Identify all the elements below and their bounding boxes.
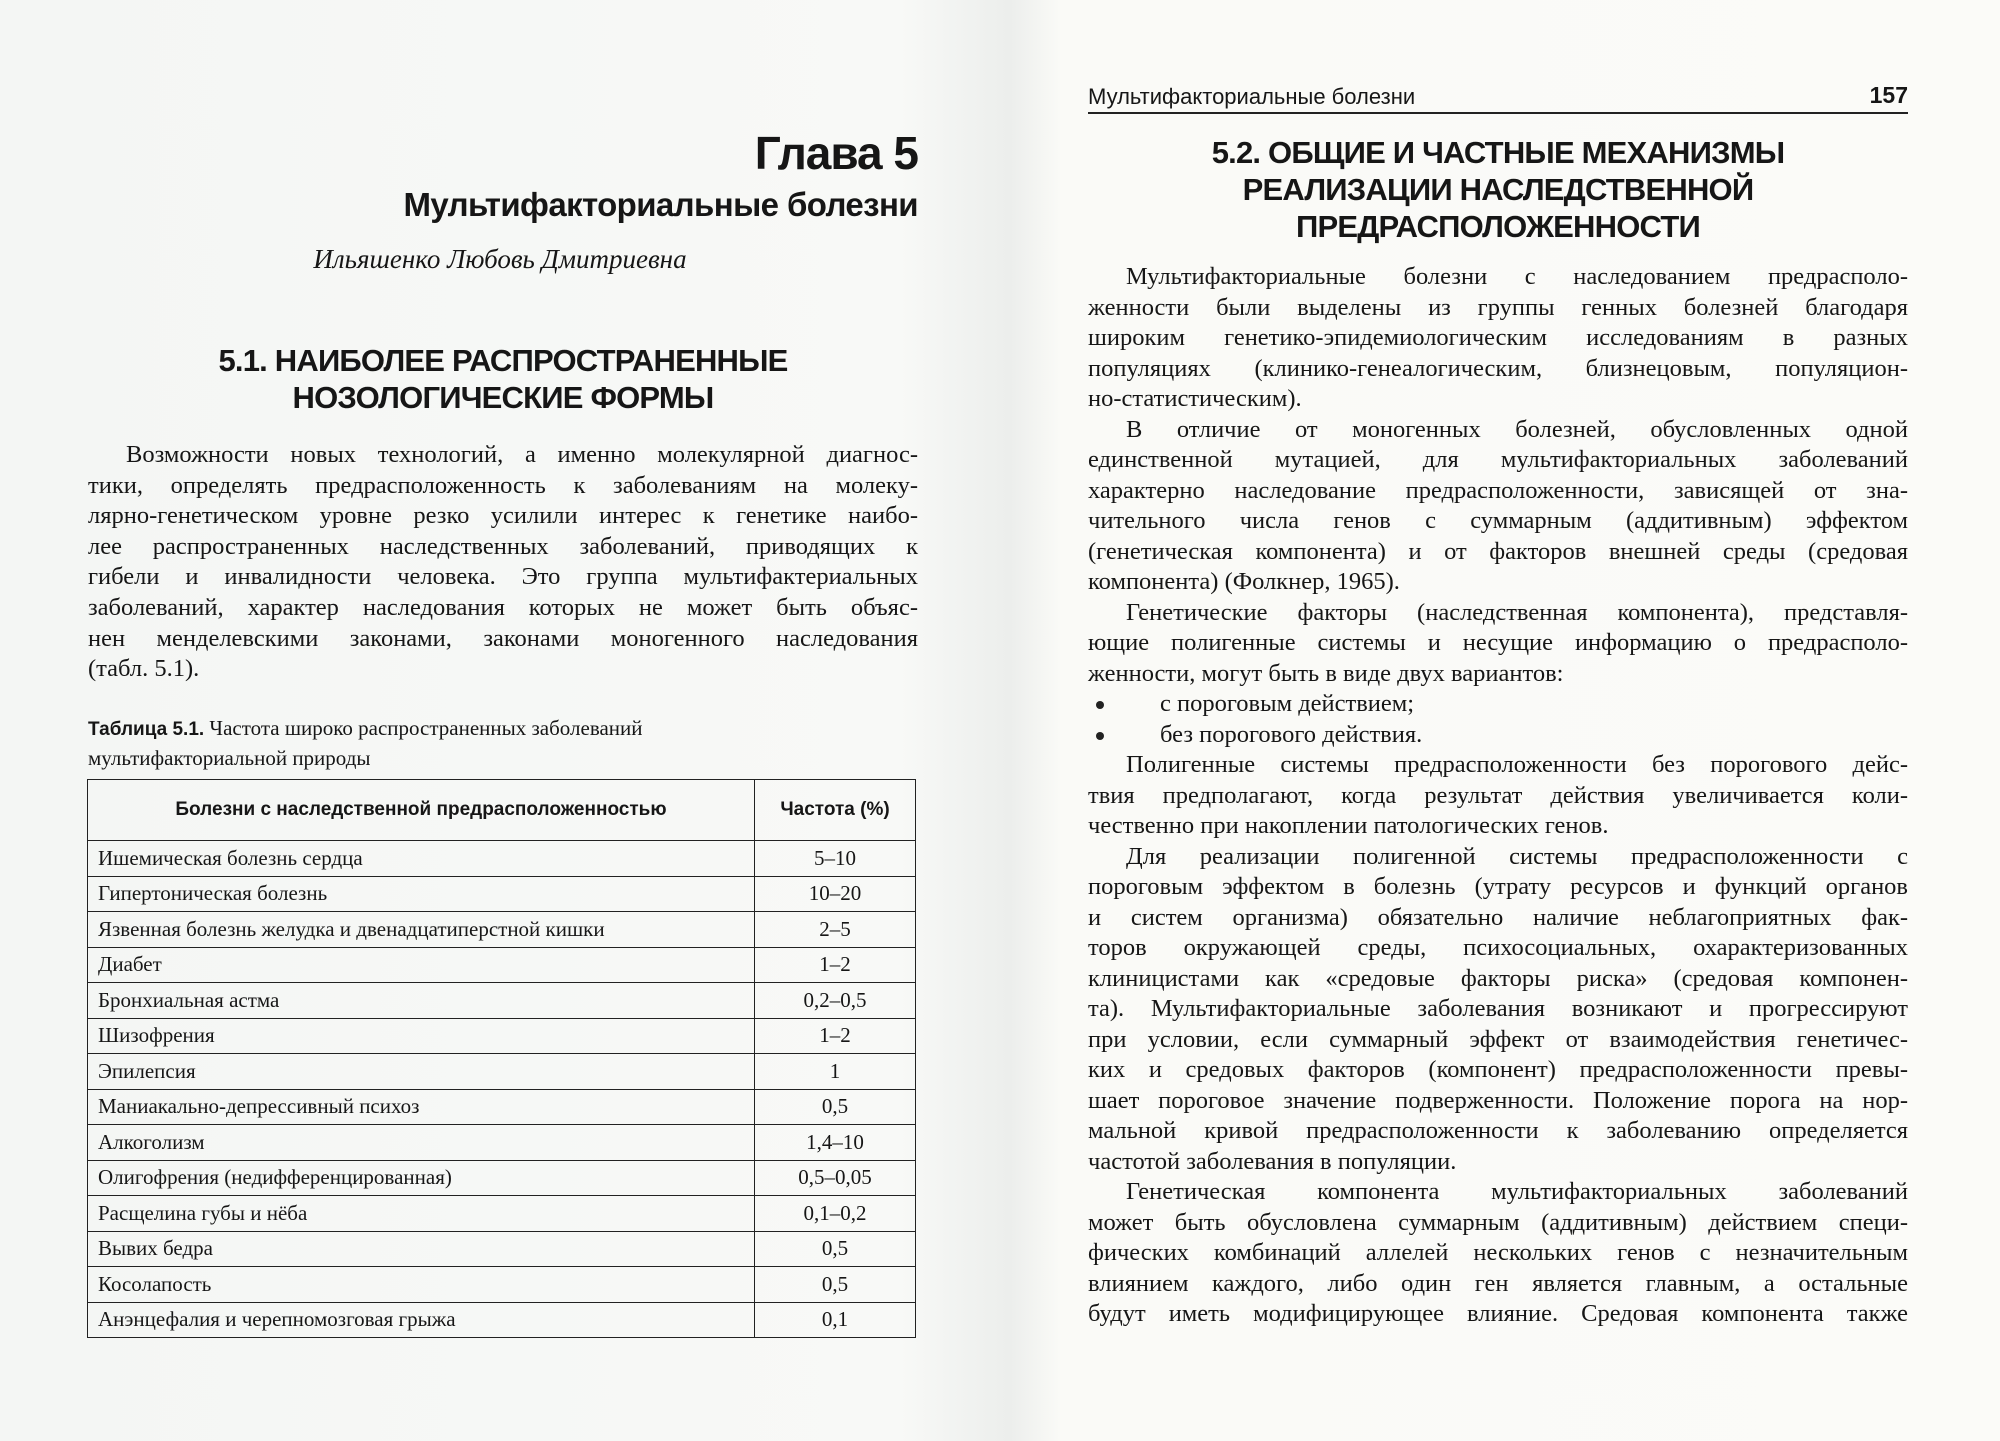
frequency-cell: 0,5–0,05 bbox=[755, 1160, 916, 1196]
text-line: В отличие от моногенных болезней, обусловленных одной bbox=[1126, 415, 1908, 443]
table-row bbox=[88, 1302, 916, 1338]
text-line: (генетическая компонента) и от факторов внешней среды (средовая bbox=[1088, 537, 1908, 565]
text-line: чительного числа генов с суммарным (аддитивным) эффектом bbox=[1088, 507, 1908, 534]
text-line: заболеваний, характер наследования которых не может быть объяс- bbox=[88, 594, 918, 621]
frequency-cell: 1–2 bbox=[755, 947, 916, 983]
frequency-cell: 5–10 bbox=[755, 841, 916, 877]
disease-name-cell: Бронхиальная астма bbox=[88, 983, 755, 1019]
table-row bbox=[88, 1018, 916, 1054]
text-line: Для реализации полигенной системы предрасположенности с bbox=[1126, 842, 1908, 870]
header-rule bbox=[1088, 112, 1908, 114]
table-row bbox=[88, 1089, 916, 1125]
disease-name-cell: Гипертоническая болезнь bbox=[88, 876, 755, 912]
text-line: ких и средовых факторов (компонент) предрасположенности превы- bbox=[1088, 1056, 1908, 1083]
text-line: и систем организма) обязательно наличие неблагоприятных фак- bbox=[1088, 903, 1908, 931]
disease-name-cell: Олигофрения (недифференцированная) bbox=[88, 1160, 755, 1196]
column-header: Болезни с наследственной предрасположенностью bbox=[88, 780, 755, 841]
table-row bbox=[88, 983, 916, 1019]
text-line: компонента) (Фолкнер, 1965). bbox=[1088, 568, 1400, 595]
text-line: мальной кривой предрасположенности к заболеванию определяется bbox=[1088, 1117, 1908, 1144]
table-row bbox=[88, 1231, 916, 1267]
text-line: с пороговым действием; bbox=[1160, 690, 1415, 717]
text-line: твия предполагают, когда результат действия увеличивается коли- bbox=[1088, 781, 1908, 809]
frequency-cell: 0,5 bbox=[755, 1089, 916, 1125]
text-line: шает пороговое значение подверженности. Положение порога на нор- bbox=[1088, 1086, 1908, 1114]
text-line: без порогового действия. bbox=[1160, 720, 1423, 748]
heading-line: 5.2. ОБЩИЕ И ЧАСТНЫЕ МЕХАНИЗМЫ bbox=[1211, 135, 1785, 170]
table-caption-text: Частота широко распространенных заболеваний bbox=[204, 716, 643, 740]
frequency-cell: 0,1–0,2 bbox=[755, 1196, 916, 1232]
frequency-cell: 0,5 bbox=[755, 1267, 916, 1303]
disease-name-cell: Ишемическая болезнь сердца bbox=[88, 841, 755, 877]
frequency-cell: 1,4–10 bbox=[755, 1125, 916, 1161]
text-line: может быть обусловлена суммарным (аддитивным) действием специ- bbox=[1088, 1208, 1908, 1236]
table-caption bbox=[88, 714, 643, 772]
table-row bbox=[88, 1054, 916, 1090]
disease-name-cell: Расщелина губы и нёба bbox=[88, 1196, 755, 1232]
text-line: женности были выделены из группы генных болезней благодаря bbox=[1088, 293, 1908, 321]
text-line: будут иметь модифицирующее влияние. Средовая компонента также bbox=[1088, 1300, 1908, 1327]
frequency-cell: 1 bbox=[755, 1054, 916, 1090]
text-line: популяциях (клинико-генеалогическим, близнецовым, популяцион- bbox=[1088, 354, 1908, 382]
disease-name-cell: Вывих бедра bbox=[88, 1231, 755, 1267]
text-line: нен менделевскими законами, законами моногенного наследования bbox=[88, 624, 918, 652]
bullet-icon bbox=[1096, 732, 1104, 740]
text-line: гибели и инвалидности человека. Это группа мультифактериальных bbox=[88, 563, 918, 591]
text-line: тики, определять предрасположенность к заболеваниям на молеку- bbox=[88, 471, 918, 499]
text-line: но-статистическим). bbox=[1088, 385, 1302, 412]
disease-name-cell: Диабет bbox=[88, 947, 755, 983]
disease-name-cell: Маниакально-депрессивный психоз bbox=[88, 1089, 755, 1125]
text-line: (табл. 5.1). bbox=[88, 655, 200, 683]
text-line: влиянием каждого, либо один ген является главным, а остальные bbox=[1088, 1269, 1908, 1297]
text-line: ющие полигенные системы и несущие информацию о предрасполо- bbox=[1088, 629, 1908, 656]
text-line: Возможности новых технологий, а именно молекулярной диагнос- bbox=[126, 441, 918, 468]
heading-line: НОЗОЛОГИЧЕСКИЕ ФОРМЫ bbox=[292, 380, 714, 415]
table-row bbox=[88, 912, 916, 948]
disease-frequency-table bbox=[87, 779, 916, 1338]
text-line: Генетические факторы (наследственная компонента), представля- bbox=[1126, 598, 1908, 626]
heading-line: ПРЕДРАСПОЛОЖЕННОСТИ bbox=[1296, 209, 1700, 244]
running-header: Мультифакториальные болезни bbox=[1088, 84, 1416, 109]
table-row bbox=[88, 876, 916, 912]
disease-name-cell: Алкоголизм bbox=[88, 1125, 755, 1161]
table-row bbox=[88, 1160, 916, 1196]
text-line: Полигенные системы предрасположенности без порогового дейс- bbox=[1126, 751, 1908, 778]
text-line: фических комбинаций аллелей нескольких генов с незначительным bbox=[1088, 1239, 1908, 1266]
text-line: частотой заболевания в популяции. bbox=[1088, 1147, 1457, 1175]
frequency-cell: 1–2 bbox=[755, 1018, 916, 1054]
chapter-author: Ильяшенко Любовь Дмитриевна bbox=[313, 244, 687, 274]
text-line: пороговым эффектом в болезнь (утрату ресурсов и функций органов bbox=[1088, 873, 1908, 900]
text-line: женности, могут быть в виде двух вариантов: bbox=[1088, 659, 1564, 687]
text-line: при условии, если суммарный эффект от взаимодействия генетичес- bbox=[1088, 1025, 1908, 1053]
frequency-cell: 0,2–0,5 bbox=[755, 983, 916, 1019]
page-number: 157 bbox=[1869, 82, 1908, 108]
heading-line: РЕАЛИЗАЦИИ НАСЛЕДСТВЕННОЙ bbox=[1242, 172, 1754, 207]
text-line: характерно наследование предрасположенности, зависящей от зна- bbox=[1088, 476, 1908, 504]
text-line: клиницистами как «средовые факторы риска» (средовая компонен- bbox=[1088, 964, 1908, 992]
text-line: единственной мутацией, для мультифакториальных заболеваний bbox=[1088, 446, 1908, 473]
table-row bbox=[88, 841, 916, 877]
frequency-cell: 0,1 bbox=[755, 1302, 916, 1338]
disease-name-cell: Язвенная болезнь желудка и двенадцатиперстной кишки bbox=[88, 912, 755, 948]
table-row bbox=[88, 1196, 916, 1232]
disease-name-cell: Шизофрения bbox=[88, 1018, 755, 1054]
text-line: лярно-генетическом уровне резко усилили интерес к генетике наибо- bbox=[88, 502, 918, 530]
text-line: лее распространенных наследственных заболеваний, приводящих к bbox=[88, 532, 918, 560]
column-header: Частота (%) bbox=[755, 780, 916, 841]
heading-line: 5.1. НАИБОЛЕЕ РАСПРОСТРАНЕННЫЕ bbox=[218, 343, 788, 378]
table-caption-label: Таблица 5.1. bbox=[88, 719, 205, 740]
text-line: торов окружающей среды, психосоциальных, охарактеризованных bbox=[1088, 934, 1908, 961]
bullet-icon bbox=[1096, 701, 1104, 709]
chapter-subtitle: Мультифакториальные болезни bbox=[403, 186, 918, 223]
section-heading-5-2 bbox=[1088, 134, 1908, 245]
text-line: та). Мультифакториальные заболевания возникают и прогрессируют bbox=[1088, 995, 1908, 1022]
frequency-cell: 0,5 bbox=[755, 1231, 916, 1267]
text-line: Мультифакториальные болезни с наследованием предрасполо- bbox=[1126, 263, 1908, 290]
disease-name-cell: Анэнцефалия и черепномозговая грыжа bbox=[88, 1302, 755, 1338]
disease-name-cell: Косолапость bbox=[88, 1267, 755, 1303]
frequency-cell: 2–5 bbox=[755, 912, 916, 948]
text-line: Генетическая компонента мультифакториальных заболеваний bbox=[1126, 1178, 1908, 1205]
table-caption-text: мультифакториальной природы bbox=[88, 746, 371, 770]
disease-name-cell: Эпилепсия bbox=[88, 1054, 755, 1090]
table-row bbox=[88, 947, 916, 983]
text-line: чественно при накоплении патологических генов. bbox=[1088, 812, 1609, 839]
table-row bbox=[88, 1125, 916, 1161]
chapter-title: Глава 5 bbox=[754, 127, 918, 179]
table-header-row bbox=[88, 780, 916, 841]
table-row bbox=[88, 1267, 916, 1303]
text-line: широким генетико-эпидемиологическим исследованиям в разных bbox=[1088, 324, 1908, 351]
frequency-cell: 10–20 bbox=[755, 876, 916, 912]
section-heading-5-1 bbox=[88, 342, 918, 416]
